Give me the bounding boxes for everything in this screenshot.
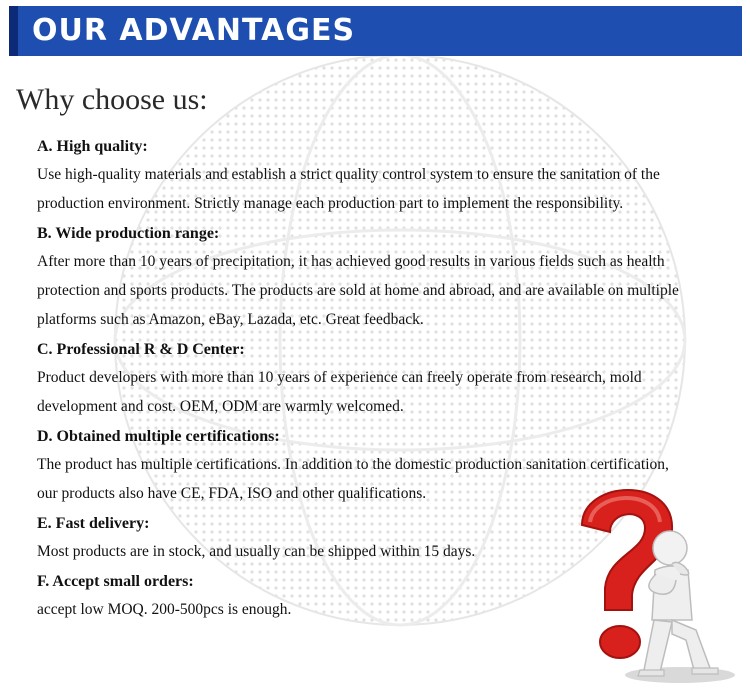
section-text: our products also have CE, FDA, ISO and other qualifications. bbox=[37, 485, 427, 502]
section-text: accept low MOQ. 200-500pcs is enough. bbox=[37, 601, 292, 618]
section-text: The product has multiple certifications. In addition to the domestic production sanitation certification, bbox=[37, 456, 669, 473]
section-title: C. Professional R & D Center: bbox=[37, 341, 245, 358]
banner-accent bbox=[9, 6, 18, 56]
section-title: E. Fast delivery: bbox=[37, 515, 150, 532]
thinking-figure-question-mark-icon bbox=[560, 470, 750, 685]
section-text: Product developers with more than 10 years of experience can freely operate from research, mold bbox=[37, 369, 642, 386]
section-title: A. High quality: bbox=[37, 138, 148, 155]
banner-title: OUR ADVANTAGES bbox=[32, 13, 356, 48]
section-text: After more than 10 years of precipitation, it has achieved good results in various fields such as health bbox=[37, 253, 665, 270]
section-text: Most products are in stock, and usually can be shipped within 15 days. bbox=[37, 543, 476, 560]
page-heading: Why choose us: bbox=[16, 83, 208, 116]
section-title: D. Obtained multiple certifications: bbox=[37, 428, 280, 445]
section-text: production environment. Strictly manage each production part to implement the responsibility. bbox=[37, 195, 624, 212]
section-text: development and cost. OEM, ODM are warmly welcomed. bbox=[37, 398, 404, 415]
section-title: B. Wide production range: bbox=[37, 225, 220, 242]
section-title: F. Accept small orders: bbox=[37, 573, 194, 590]
section-text: platforms such as Amazon, eBay, Lazada, etc. Great feedback. bbox=[37, 311, 424, 328]
section-text: Use high-quality materials and establish a strict quality control system to ensure the sanitation of the bbox=[37, 166, 660, 183]
section-text: protection and sports products. The products are sold at home and abroad, and are available on multiple bbox=[37, 282, 679, 299]
